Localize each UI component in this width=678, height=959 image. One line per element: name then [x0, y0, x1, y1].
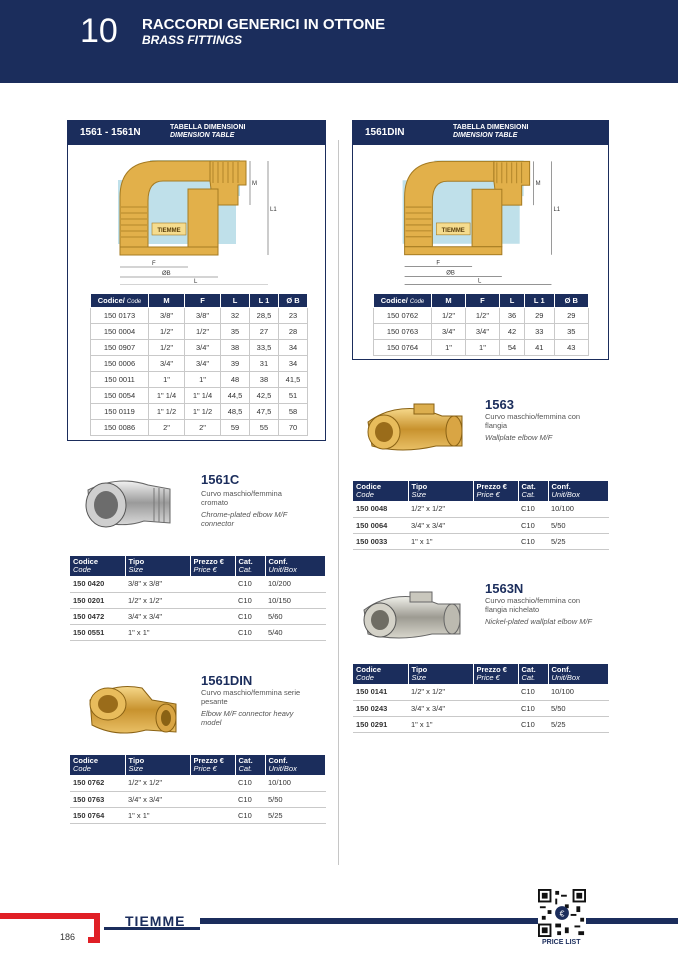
table-row: 150 0764 1" x 1" C10 5/25	[70, 807, 326, 823]
dimension-title-en: DIMENSION TABLE	[170, 132, 235, 139]
col-box: Conf. Unit/Box	[265, 556, 326, 576]
svg-text:€: €	[559, 908, 565, 919]
col-cat: Cat. Cat.	[518, 664, 548, 684]
table-row: 150 0033 1" x 1" C10 5/25	[353, 533, 609, 549]
table-row: 150 0907 1/2" 3/4" 38 33,5 34	[91, 340, 308, 356]
table-row: 150 0291 1" x 1" C10 5/25	[353, 716, 609, 732]
dimension-box-subtitle	[453, 124, 528, 140]
table-row: 150 0551 1" x 1" C10 5/40	[70, 624, 326, 640]
product-table-1561din	[70, 755, 326, 824]
product-name-1563n: 1563N	[485, 581, 524, 596]
col-code: Codice/ Code	[374, 294, 432, 308]
page-number: 186	[60, 932, 76, 942]
qr-code-icon[interactable]	[537, 889, 587, 937]
product-image-1561c	[78, 475, 178, 533]
col-size: Tipo Size	[408, 481, 473, 501]
table-row: 150 0472 3/4" x 3/4" C10 5/60	[70, 608, 326, 624]
col-ob: Ø B	[554, 294, 588, 308]
col-code: Codice Code	[353, 481, 408, 501]
table-row: 150 0048 1/2" x 1/2" C10 10/100	[353, 501, 609, 517]
product-desc-en-1561din: Elbow M/F connector heavy model	[201, 709, 294, 727]
product-name-1561c: 1561C	[201, 472, 240, 487]
col-size: Tipo Size	[125, 755, 190, 775]
product-name-1561din: 1561DIN	[201, 673, 253, 688]
col-l1: L 1	[525, 294, 554, 308]
dimension-box-1561din	[352, 120, 609, 360]
dim-label-l1: L1	[553, 207, 561, 214]
product-desc-en-1561c: Chrome-plated elbow M/F connector	[201, 510, 288, 528]
drawing-brand-mark: TIEMME	[157, 228, 181, 234]
dimension-title-it: TABELLA DIMENSIONI	[453, 124, 529, 131]
product-desc-it-1561c: Curvo maschio/femmina cromato	[201, 489, 282, 507]
elbow-drawing	[353, 145, 608, 285]
dimension-box-header	[353, 121, 608, 145]
chapter-subtitle: BRASS FITTINGS	[142, 33, 243, 47]
col-f: F	[185, 294, 221, 308]
col-l: L	[499, 294, 524, 308]
product-desc-en-1563n: Nickel-plated wallplat elbow M/F	[485, 617, 593, 626]
table-row: 150 0173 3/8" 3/8" 32 28,5 23	[91, 308, 308, 324]
elbow-drawing-svg	[353, 145, 610, 285]
chapter-title: RACCORDI GENERICI IN OTTONE	[142, 16, 386, 33]
table-row: 150 0201 1/2" x 1/2" C10 10/150	[70, 592, 326, 608]
col-code: Codice Code	[353, 664, 408, 684]
footer-red-hook-left	[88, 937, 100, 943]
dim-label-ob: ØB	[162, 271, 171, 277]
dimension-title-it: TABELLA DIMENSIONI	[170, 124, 246, 131]
product-table-1563n	[353, 664, 609, 733]
col-price: Prezzo € Price €	[190, 556, 235, 576]
col-price: Prezzo € Price €	[190, 755, 235, 775]
table-row: 150 0004 1/2" 1/2" 35 27 28	[91, 324, 308, 340]
page-header	[0, 0, 678, 83]
dimension-box-1561	[67, 120, 326, 441]
table-row: 150 0119 1" 1/2 1" 1/2 48,5 47,5 58	[91, 404, 308, 420]
product-table-header	[70, 556, 326, 576]
table-row: 150 0762 1/2" 1/2" 36 29 29	[374, 308, 589, 324]
dim-label-l1: L1	[270, 207, 277, 213]
elbow-drawing	[68, 145, 325, 285]
col-box: Conf. Unit/Box	[548, 664, 609, 684]
product-image-1563n	[358, 590, 466, 642]
dimension-box-code: 1561 - 1561N	[80, 127, 141, 138]
brand-logo: TIEMME	[125, 913, 186, 929]
table-row: 150 0762 1/2" x 1/2" C10 10/100	[70, 775, 326, 791]
dim-label-l: L	[194, 279, 198, 285]
col-cat: Cat. Cat.	[518, 481, 548, 501]
dim-label-f: F	[436, 260, 440, 267]
dimension-table-1561din	[373, 293, 589, 356]
col-cat: Cat. Cat.	[235, 556, 265, 576]
dimension-table-1561	[90, 293, 308, 436]
footer-red-bar	[0, 913, 100, 919]
product-table-1563	[353, 481, 609, 550]
col-l1: L 1	[249, 294, 278, 308]
chapter-number: 10	[80, 12, 118, 50]
dimension-table-header	[91, 294, 308, 308]
dim-label-m: M	[252, 181, 257, 187]
col-price: Prezzo € Price €	[473, 481, 518, 501]
table-row: 150 0086 2" 2" 59 55 70	[91, 420, 308, 436]
dimension-table-header	[374, 294, 589, 308]
dim-label-ob: ØB	[446, 270, 455, 277]
table-row: 150 0141 1/2" x 1/2" C10 10/100	[353, 684, 609, 700]
product-table-header	[70, 755, 326, 775]
table-row: 150 0054 1" 1/4 1" 1/4 44,5 42,5 51	[91, 388, 308, 404]
product-name-1563: 1563	[485, 397, 514, 412]
dimension-box-code: 1561DIN	[365, 127, 405, 138]
product-desc-it-1563n: Curvo maschio/femmina con flangia nichelato	[485, 596, 581, 614]
table-row: 150 0420 3/8" x 3/8" C10 10/200	[70, 576, 326, 592]
col-code: Codice Code	[70, 556, 125, 576]
col-size: Tipo Size	[125, 556, 190, 576]
table-row: 150 0011 1" 1" 48 38 41,5	[91, 372, 308, 388]
product-desc-it-1563: Curvo maschio/femmina con flangia	[485, 412, 581, 430]
drawing-brand-mark: TIEMME	[441, 227, 465, 234]
col-box: Conf. Unit/Box	[265, 755, 326, 775]
col-box: Conf. Unit/Box	[548, 481, 609, 501]
product-table-header	[353, 664, 609, 684]
dimension-title-en: DIMENSION TABLE	[453, 132, 518, 139]
product-desc-it-1561din: Curvo maschio/femmina serie pesante	[201, 688, 301, 706]
col-code: Codice Code	[70, 755, 125, 775]
dim-label-m: M	[535, 181, 541, 188]
product-image-1563	[362, 402, 468, 454]
table-row: 150 0064 3/4" x 3/4" C10 5/50	[353, 517, 609, 533]
product-table-1561c	[70, 556, 326, 641]
product-desc-en-1563: Wallplate elbow M/F	[485, 433, 553, 442]
dimension-box-header	[68, 121, 325, 145]
column-divider	[338, 140, 339, 865]
dim-label-l: L	[478, 278, 482, 285]
product-image-1561din	[82, 680, 182, 738]
table-row: 150 0764 1" 1" 54 41 43	[374, 340, 589, 356]
col-size: Tipo Size	[408, 664, 473, 684]
col-price: Prezzo € Price €	[473, 664, 518, 684]
col-code: Codice/ Code	[91, 294, 149, 308]
col-f: F	[465, 294, 499, 308]
elbow-drawing-svg	[68, 145, 327, 285]
table-row: 150 0763 3/4" 3/4" 42 33 35	[374, 324, 589, 340]
col-m: M	[149, 294, 185, 308]
table-row: 150 0763 3/4" x 3/4" C10 5/50	[70, 791, 326, 807]
price-list-label: PRICE LIST	[542, 939, 581, 946]
col-ob: Ø B	[278, 294, 307, 308]
col-l: L	[221, 294, 250, 308]
col-m: M	[432, 294, 466, 308]
product-table-header	[353, 481, 609, 501]
footer-navy-line	[200, 918, 678, 924]
table-row: 150 0006 3/4" 3/4" 39 31 34	[91, 356, 308, 372]
col-cat: Cat. Cat.	[235, 755, 265, 775]
dimension-box-subtitle	[170, 124, 245, 140]
dim-label-f: F	[152, 261, 156, 267]
table-row: 150 0243 3/4" x 3/4" C10 5/50	[353, 700, 609, 716]
